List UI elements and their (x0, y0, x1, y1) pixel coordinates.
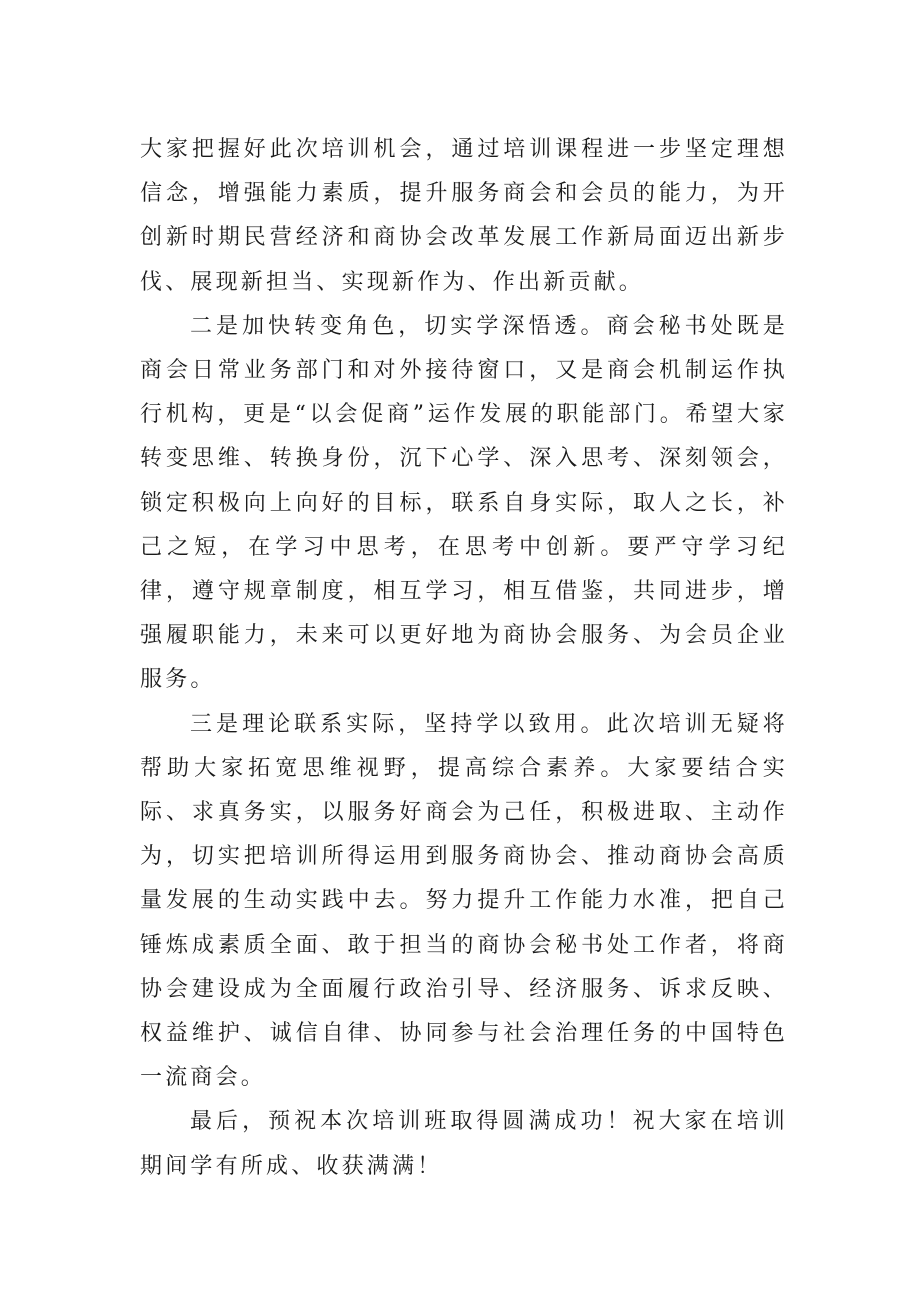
document-body (140, 128, 788, 1189)
paragraph-closing: 最后，预祝本次培训班取得圆满成功！祝大家在培训期间学有所成、收获满满！ (140, 1109, 788, 1179)
paragraph-third-point: 三是理论联系实际，坚持学以致用。此次培训无疑将帮助大家拓宽思维视野，提高综合素养。大家要结合实际、求真务实，以服务好商会为己任，积极进取、主动作为，切实把培训所得运用到服务商协会、推动商协会高质量发展的生动实践中去。努力提升工作能力水准，把自己锤炼成素质全面、敢于担当的商协会秘书处工作者，将商协会建设成为全面履行政治引导、经济服务、诉求反映、权益维护、诚信自律、协同参与社会治理任务的中国特色一流商会。 (140, 711, 788, 1091)
paragraph-continuation: 大家把握好此次培训机会，通过培训课程进一步坚定理想信念，增强能力素质，提升服务商会和会员的能力，为开创新时期民营经济和商协会改革发展工作新局面迈出新步伐、展现新担当、实现新作为、作出新贡献。 (140, 137, 788, 295)
paragraph-second-point: 二是加快转变角色，切实学深悟透。商会秘书处既是商会日常业务部门和对外接待窗口，又是商会机制运作执行机构，更是“以会促商”运作发展的职能部门。希望大家转变思维、转换身份，沉下心学、深入思考、深刻领会，锁定积极向上向好的目标，联系自身实际，取人之长，补己之短，在学习中思考，在思考中创新。要严守学习纪律，遵守规章制度，相互学习，相互借鉴，共同进步，增强履职能力，未来可以更好地为商协会服务、为会员企业服务。 (140, 313, 788, 693)
